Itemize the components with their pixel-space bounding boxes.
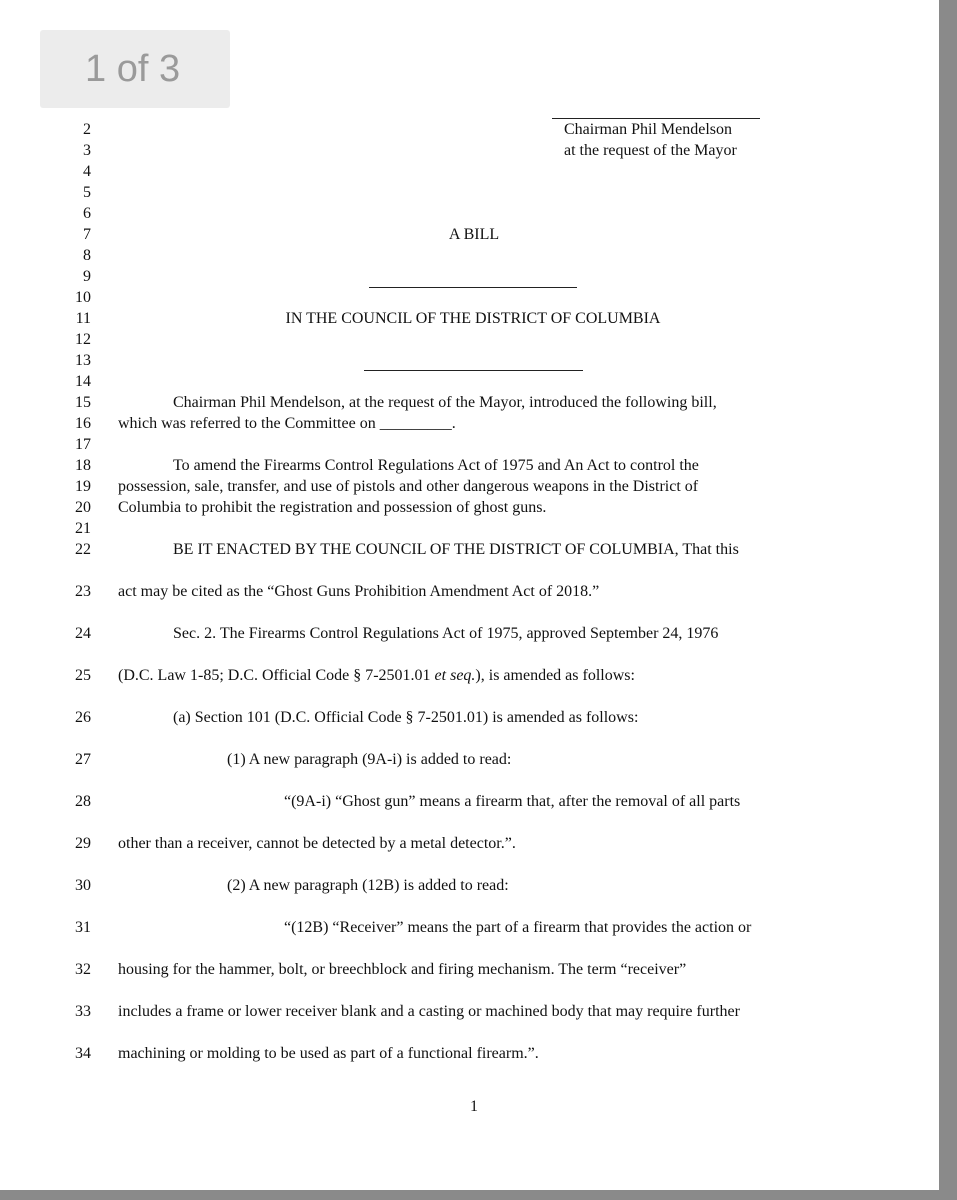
line-number: 24 [75,625,91,642]
receiver-definition-cont-2: includes a frame or lower receiver blank and a casting or machined body that may require further [118,1003,740,1020]
purpose-line-1: To amend the Firearms Control Regulations Act of 1975 and An Act to control the [173,457,699,474]
receiver-definition: “(12B) “Receiver” means the part of a firearm that provides the action or [284,919,752,936]
line-number: 20 [75,499,91,516]
council-heading: IN THE COUNCIL OF THE DISTRICT OF COLUMBIA [285,310,661,327]
sponsor-request: at the request of the Mayor [564,142,737,159]
line-number: 15 [75,394,91,411]
line-number: 28 [75,793,91,810]
line-number: 9 [83,268,91,285]
ghost-gun-definition: “(9A-i) “Ghost gun” means a firearm that, after the removal of all parts [284,793,741,810]
line-number: 19 [75,478,91,495]
purpose-line-3: Columbia to prohibit the registration and possession of ghost guns. [118,499,547,516]
ghost-gun-definition-cont: other than a receiver, cannot be detected by a metal detector.”. [118,835,516,852]
line-number: 12 [75,331,91,348]
signature-line [552,118,760,119]
purpose-line-2: possession, sale, transfer, and use of pistols and other dangerous weapons in the District of [118,478,699,495]
line-number: 25 [75,667,91,684]
line-number: 6 [83,205,91,222]
line-number: 33 [75,1003,91,1020]
line-number: 2 [83,121,91,138]
intro-line-2: which was referred to the Committee on _________. [118,415,456,432]
enacting-clause: BE IT ENACTED BY THE COUNCIL OF THE DISTRICT OF COLUMBIA, That this [173,541,739,558]
line-number: 26 [75,709,91,726]
bill-number-line [369,287,577,288]
line-number: 21 [75,520,91,537]
line-number: 16 [75,415,91,432]
intro-line-1: Chairman Phil Mendelson, at the request of the Mayor, introduced the following bill, [173,394,717,411]
bill-title: A BILL [448,226,500,243]
section-2-citation: (D.C. Law 1-85; D.C. Official Code § 7-2501.01 et seq.), is amended as follows: [118,667,635,684]
section-2-heading: Sec. 2. The Firearms Control Regulations Act of 1975, approved September 24, 1976 [173,625,719,642]
line-number: 10 [75,289,91,306]
line-number: 11 [75,310,91,327]
line-number: 8 [83,247,91,264]
sponsor-name: Chairman Phil Mendelson [564,121,732,138]
line-number: 4 [83,163,91,180]
line-number: 18 [75,457,91,474]
line-number: 13 [75,352,91,369]
date-line [364,370,583,371]
page-indicator: 1 of 3 [40,30,230,108]
subsection-a: (a) Section 101 (D.C. Official Code § 7-2501.01) is amended as follows: [173,709,639,726]
line-number: 7 [83,226,91,243]
line-number: 29 [75,835,91,852]
receiver-definition-cont-3: machining or molding to be used as part of a functional firearm.”. [118,1045,539,1062]
line-number: 27 [75,751,91,768]
line-number: 31 [75,919,91,936]
receiver-definition-cont-1: housing for the hammer, bolt, or breechblock and firing mechanism. The term “receiver” [118,961,687,978]
page-number: 1 [470,1098,478,1115]
line-number: 5 [83,184,91,201]
line-number: 23 [75,583,91,600]
line-number: 32 [75,961,91,978]
line-number: 3 [83,142,91,159]
line-number: 34 [75,1045,91,1062]
short-title: act may be cited as the “Ghost Guns Prohibition Amendment Act of 2018.” [118,583,600,600]
line-number: 14 [75,373,91,390]
line-number: 22 [75,541,91,558]
line-number: 17 [75,436,91,453]
paragraph-1: (1) A new paragraph (9A-i) is added to read: [227,751,512,768]
paragraph-2: (2) A new paragraph (12B) is added to read: [227,877,509,894]
line-number: 30 [75,877,91,894]
